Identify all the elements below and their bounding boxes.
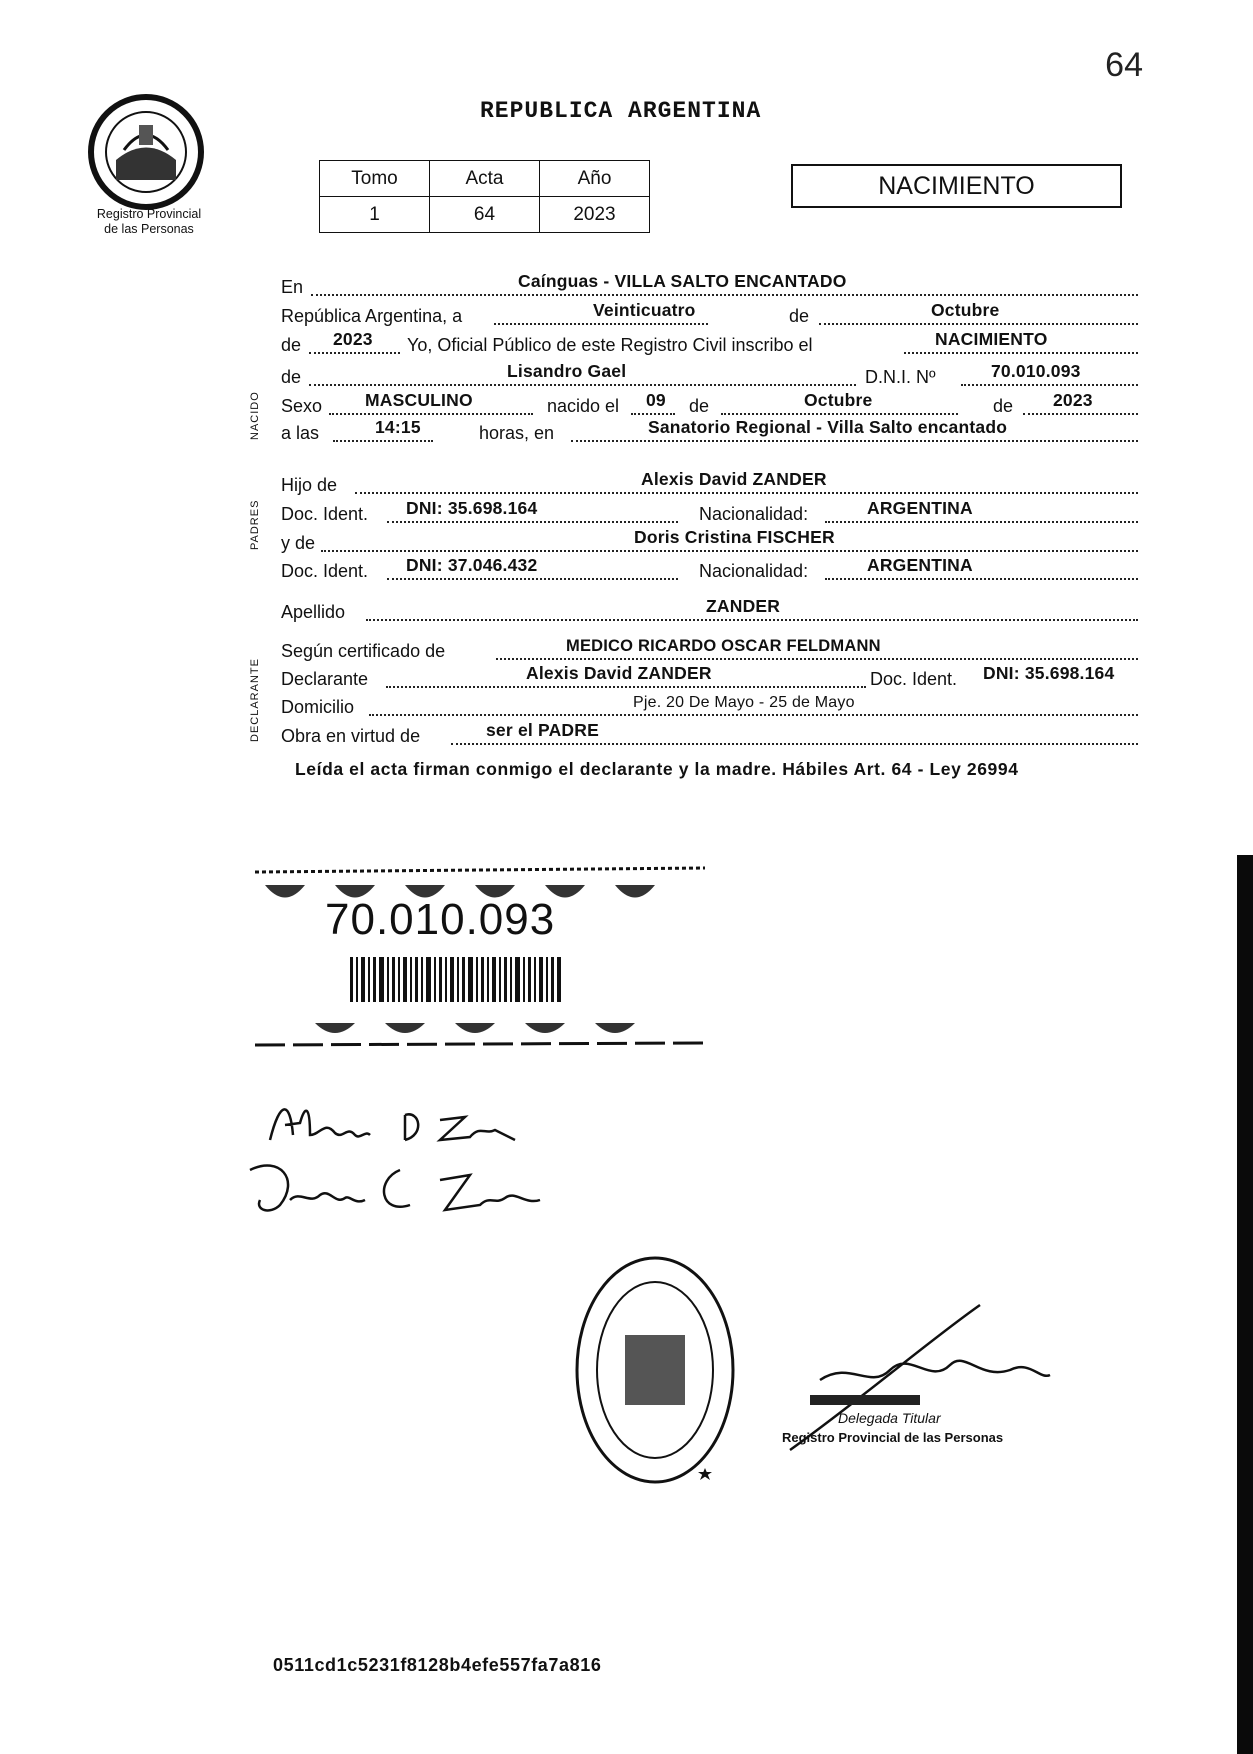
header-ano: Año <box>540 161 650 197</box>
value-birth-place: Sanatorio Regional - Villa Salto encantado <box>648 417 1008 437</box>
value-mother-name: Doris Cristina FISCHER <box>634 527 835 547</box>
label-doc-father: Doc. Ident. <box>281 504 369 524</box>
side-label-padres: PADRES <box>249 499 261 550</box>
label-declarant-doc: Doc. Ident. <box>870 669 958 689</box>
mother-signature <box>240 1150 560 1230</box>
label-born: nacido el <box>547 396 620 416</box>
official-registry: Registro Provincial de las Personas <box>782 1430 1004 1445</box>
printed-dni: 70.010.093 <box>325 895 556 944</box>
row-address <box>281 692 1138 718</box>
value-mother-doc: DNI: 37.046.432 <box>406 555 538 575</box>
caption-line-1: Registro Provincial <box>96 207 202 221</box>
label-sexo: Sexo <box>281 396 323 416</box>
header-tomo: Tomo <box>320 161 430 197</box>
label-doc-mother: Doc. Ident. <box>281 561 369 581</box>
official-title: Delegada Titular <box>838 1410 941 1426</box>
value-certificate: MEDICO RICARDO OSCAR FELDMANN <box>566 637 881 655</box>
label-son-of: Hijo de <box>281 475 338 495</box>
country-title: REPUBLICA ARGENTINA <box>480 98 762 124</box>
barcode <box>350 957 565 1002</box>
value-father-doc: DNI: 35.698.164 <box>406 498 538 518</box>
row-place <box>281 272 1138 298</box>
legal-text: Leída el acta firman conmigo el declarante y la madre. Hábiles Art. 64 - Ley 26994 <box>295 759 1019 779</box>
side-label-declarante: DECLARANTE <box>249 658 261 742</box>
value-surname: ZANDER <box>706 596 781 616</box>
row-child <box>281 362 1138 388</box>
row-capacity <box>281 721 1138 747</box>
value-acta: 64 <box>430 197 540 233</box>
side-label-nacido: NACIDO <box>249 391 261 440</box>
row-time-place <box>281 418 1138 444</box>
label-birth-de1: de <box>689 396 710 416</box>
document-hash: 0511cd1c5231f8128b4efe557fa7a816 <box>273 1655 602 1675</box>
label-hours: horas, en <box>479 423 555 443</box>
label-republica: República Argentina, a <box>281 306 463 326</box>
label-child: de <box>281 367 302 387</box>
label-dni: D.N.I. Nº <box>865 367 936 387</box>
label-certificate: Según certificado de <box>281 641 446 661</box>
label-at: a las <box>281 423 320 443</box>
page-number: 64 <box>1105 46 1143 84</box>
row-date-words <box>281 301 1138 327</box>
label-birth-de2: de <box>993 396 1014 416</box>
value-father-nationality: ARGENTINA <box>867 498 973 518</box>
value-month-words: Octubre <box>931 300 1000 320</box>
value-capacity: ser el PADRE <box>486 720 599 740</box>
value-day-words: Veinticuatro <box>593 300 696 320</box>
value-sex: MASCULINO <box>365 390 473 410</box>
row-mother-doc <box>281 556 1138 582</box>
value-birth-month: Octubre <box>804 390 873 410</box>
value-birth-year: 2023 <box>1053 390 1093 410</box>
row-official <box>281 330 1138 356</box>
value-child-dni: 70.010.093 <box>991 361 1081 381</box>
value-declarant-doc: DNI: 35.698.164 <box>983 663 1115 683</box>
record-type-box: NACIMIENTO <box>791 164 1122 208</box>
row-declarant <box>281 664 1138 690</box>
value-birth-day: 09 <box>646 390 666 410</box>
province-crest-logo <box>84 90 208 214</box>
header-acta: Acta <box>430 161 540 197</box>
value-declarant-name: Alexis David ZANDER <box>526 663 712 683</box>
declarant-signature <box>265 1095 525 1155</box>
value-mother-nationality: ARGENTINA <box>867 555 973 575</box>
caption-line-2: de las Personas <box>104 222 194 236</box>
scan-edge-shadow <box>1237 855 1253 1754</box>
official-seal <box>570 1250 740 1490</box>
label-en: En <box>281 277 304 297</box>
value-place: Caínguas - VILLA SALTO ENCANTADO <box>518 271 847 291</box>
value-address: Pje. 20 De Mayo - 25 de Mayo <box>633 694 855 711</box>
row-mother <box>281 528 1138 554</box>
row-surname <box>281 597 1138 623</box>
row-sex-birth <box>281 391 1138 417</box>
registry-table <box>319 160 650 233</box>
value-child-name: Lisandro Gael <box>507 361 627 381</box>
row-father-doc <box>281 499 1138 525</box>
row-father <box>281 470 1138 496</box>
label-address: Domicilio <box>281 697 355 717</box>
label-nationality-father: Nacionalidad: <box>699 504 809 524</box>
label-de-year: de <box>281 335 302 355</box>
value-tomo: 1 <box>320 197 430 233</box>
registry-logo-caption <box>64 207 234 237</box>
row-certificate <box>281 636 1138 662</box>
label-surname: Apellido <box>281 602 346 622</box>
value-ano: 2023 <box>540 197 650 233</box>
security-stamp-strip-lower <box>255 1015 705 1060</box>
label-and-of: y de <box>281 533 316 553</box>
value-birth-time: 14:15 <box>375 417 421 437</box>
label-de: de <box>789 306 810 326</box>
official-text: Yo, Oficial Público de este Registro Civil inscribo el <box>407 335 813 355</box>
label-capacity: Obra en virtud de <box>281 726 421 746</box>
label-nationality-mother: Nacionalidad: <box>699 561 809 581</box>
value-father-name: Alexis David ZANDER <box>641 469 827 489</box>
value-record-word: NACIMIENTO <box>935 329 1048 349</box>
label-declarant: Declarante <box>281 669 369 689</box>
value-year: 2023 <box>333 329 373 349</box>
